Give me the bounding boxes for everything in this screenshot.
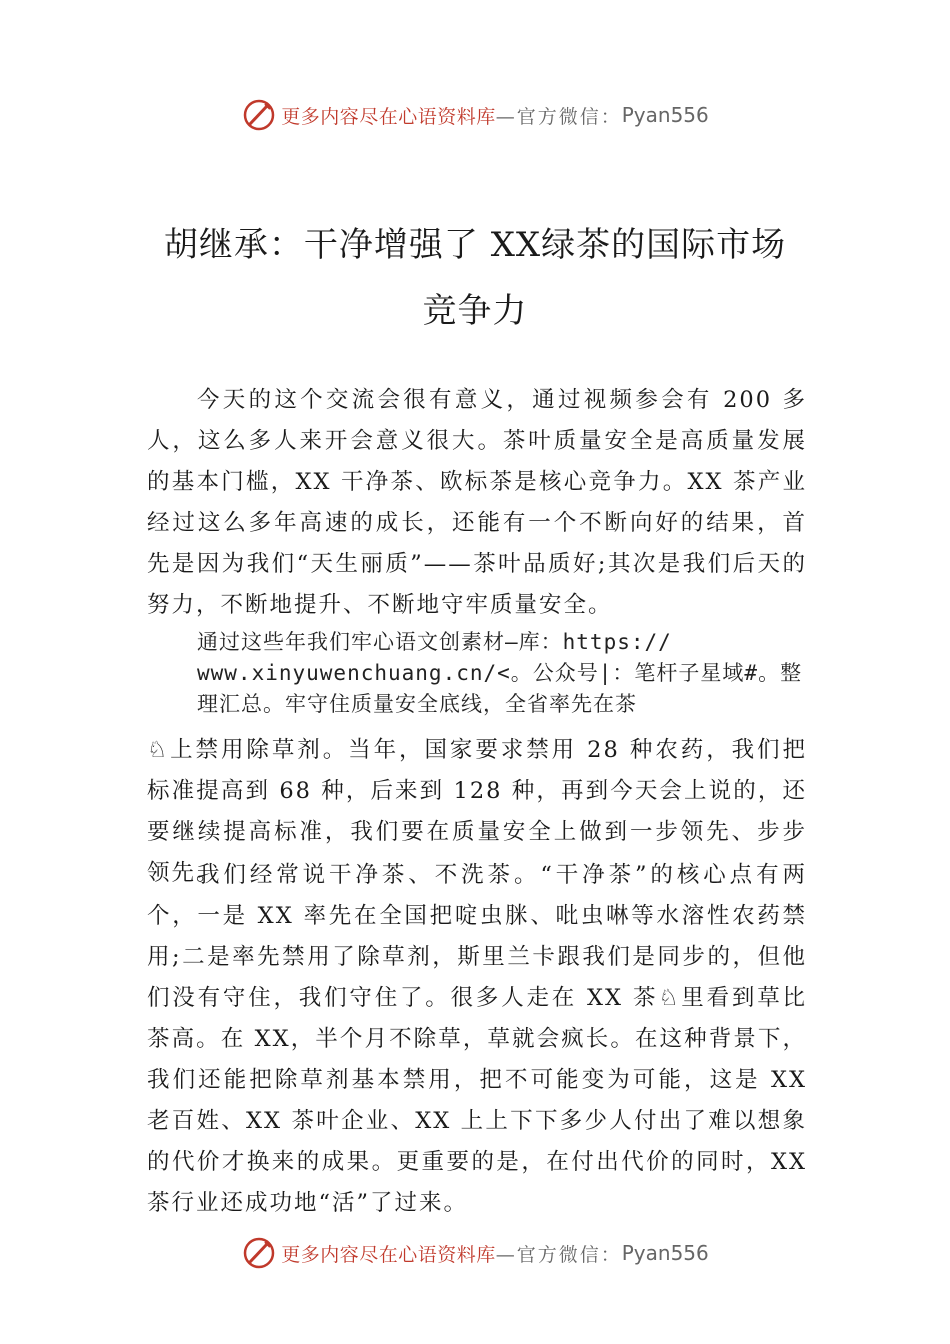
pen-logo-icon	[241, 1235, 277, 1271]
paragraph-2-line-3: 理汇总。牢守住质量安全底线，全省率先在茶	[197, 692, 637, 716]
banner-brand-text: 更多内容尽在心语资料库	[281, 1243, 496, 1266]
paragraph-2-line-2: www.xinyuwenchuang.cn/<。公众号|：笔杆子星域#。整	[197, 661, 803, 685]
banner-dash-text: —官方微信：	[495, 1243, 622, 1266]
banner-wechat-id: Pyan556	[621, 1241, 709, 1265]
paragraph-2-line-1: 通过这些年我们牢心语文创素材—库：https://	[197, 630, 672, 654]
paragraph-2	[197, 627, 837, 720]
header-banner	[0, 95, 950, 135]
pen-logo-icon	[241, 97, 277, 133]
banner-dash-text: —官方微信：	[495, 105, 622, 128]
banner-wechat-id: Pyan556	[621, 103, 709, 127]
paragraph-4: 我们经常说干净茶、不洗茶。“干净茶”的核心点有两个，一是 XX 率先在全国把啶虫脒、吡虫啉等水溶性农药禁用;二是率先禁用了除草剂，斯里兰卡跟我们是同步的，但他们没有守住，我们守住了。很多人走在 XX 茶♘里看到草比茶高。在 XX，半个月不除草，草就会疯长。在这种背景下，我们还能把除草剂基本禁用，把不可能变为可能，这是 XX 老百姓、XX 茶叶企业、XX 上上下下多少人付出了难以想象的代价才换来的成果。更重要的是，在付出代价的同时，XX 茶行业还成功地“活”了过来。	[147, 862, 807, 1216]
document-title-line2: 竞争力	[422, 291, 528, 331]
footer-banner	[0, 1233, 950, 1273]
banner-brand-text: 更多内容尽在心语资料库	[281, 105, 496, 128]
document-title-line1: 胡继承：干净增强了 XX绿茶的国际市场	[163, 225, 787, 265]
paragraph-1: 今天的这个交流会很有意义，通过视频参会有 200 多人，这么多人来开会意义很大。茶叶质量安全是高质量发展的基本门槛，XX 干净茶、欧标茶是核心竞争力。XX 茶产业经过这么多年高速的成长，还能有一个不断向好的结果，首先是因为我们“天生丽质”——茶叶品质好;其次是我们后天的努力，不断地提升、不断地守牢质量安全。	[147, 387, 807, 618]
paragraph-3: ♘上禁用除草剂。当年，国家要求禁用 28 种农药，我们把标准提高到 68 种，后来到 128 种，再到今天会上说的，还要继续提高标准，我们要在质量安全上做到一步领先、步步领先。	[147, 737, 807, 886]
